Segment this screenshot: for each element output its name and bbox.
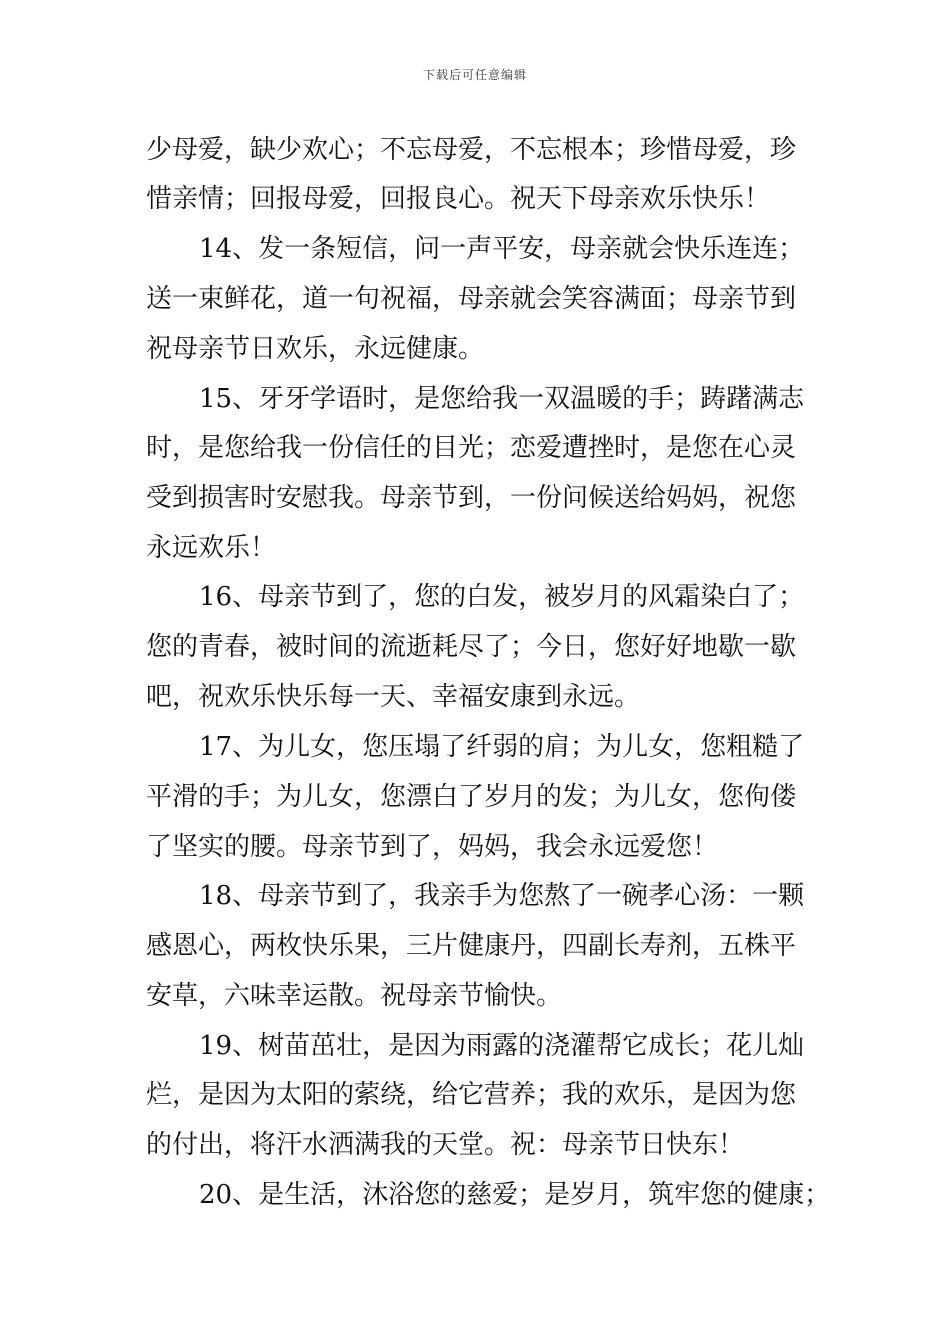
- text-line: 烂，是因为太阳的萦绕，给它营养；我的欢乐，是因为您: [146, 1080, 797, 1110]
- text-line: 送一束鲜花，道一句祝福，母亲就会笑容满面；母亲节到: [146, 284, 797, 314]
- paragraph-start-line: 18、母亲节到了，我亲手为您熬了一碗孝心汤：一颗: [199, 881, 805, 911]
- text-line: 少母爱，缺少欢心；不忘母爱，不忘根本；珍惜母爱，珍: [146, 135, 797, 165]
- text-line: 的付出，将汗水洒满我的天堂。祝：母亲节日快东！: [146, 1130, 745, 1160]
- text-line: 永远欢乐！: [146, 533, 277, 563]
- text-line: 吧，祝欢乐快乐每一天、幸福安康到永远。: [146, 682, 641, 712]
- header-note: 下载后可任意编辑: [422, 68, 527, 82]
- text-line: 祝母亲节日欢乐，永远健康。: [146, 334, 485, 364]
- text-line: 受到损害时安慰我。母亲节到，一份问候送给妈妈，祝您: [146, 483, 797, 513]
- paragraph-start-line: 15、牙牙学语时，是您给我一双温暖的手；踌躇满志: [199, 384, 805, 414]
- text-line: 感恩心，两枚快乐果，三片健康丹，四副长寿剂，五株平: [146, 931, 797, 961]
- text-line: 您的青春，被时间的流逝耗尽了；今日，您好好地歇一歇: [146, 632, 797, 662]
- paragraph-start-line: 14、发一条短信，问一声平安，母亲就会快乐连连；: [199, 234, 805, 264]
- paragraph-start-line: 16、母亲节到了，您的白发，被岁月的风霜染白了；: [199, 582, 805, 612]
- text-line: 平滑的手；为儿女，您漂白了岁月的发；为儿女，您佝偻: [146, 782, 797, 812]
- paragraph-start-line: 20、是生活，沐浴您的慈爱；是岁月，筑牢您的健康；: [199, 1180, 831, 1210]
- text-line: 安草，六味幸运散。祝母亲节愉快。: [146, 981, 563, 1011]
- text-line: 惜亲情；回报母爱，回报良心。祝天下母亲欢乐快乐！: [146, 184, 771, 214]
- text-line: 时，是您给我一份信任的目光；恋爱遭挫时，是您在心灵: [146, 433, 797, 463]
- paragraph-start-line: 17、为儿女，您压塌了纤弱的肩；为儿女，您粗糙了: [199, 732, 805, 762]
- text-line: 了坚实的腰。母亲节到了，妈妈，我会永远爱您！: [146, 832, 719, 862]
- paragraph-start-line: 19、树苗茁壮，是因为雨露的浇灌帮它成长；花儿灿: [199, 1031, 805, 1061]
